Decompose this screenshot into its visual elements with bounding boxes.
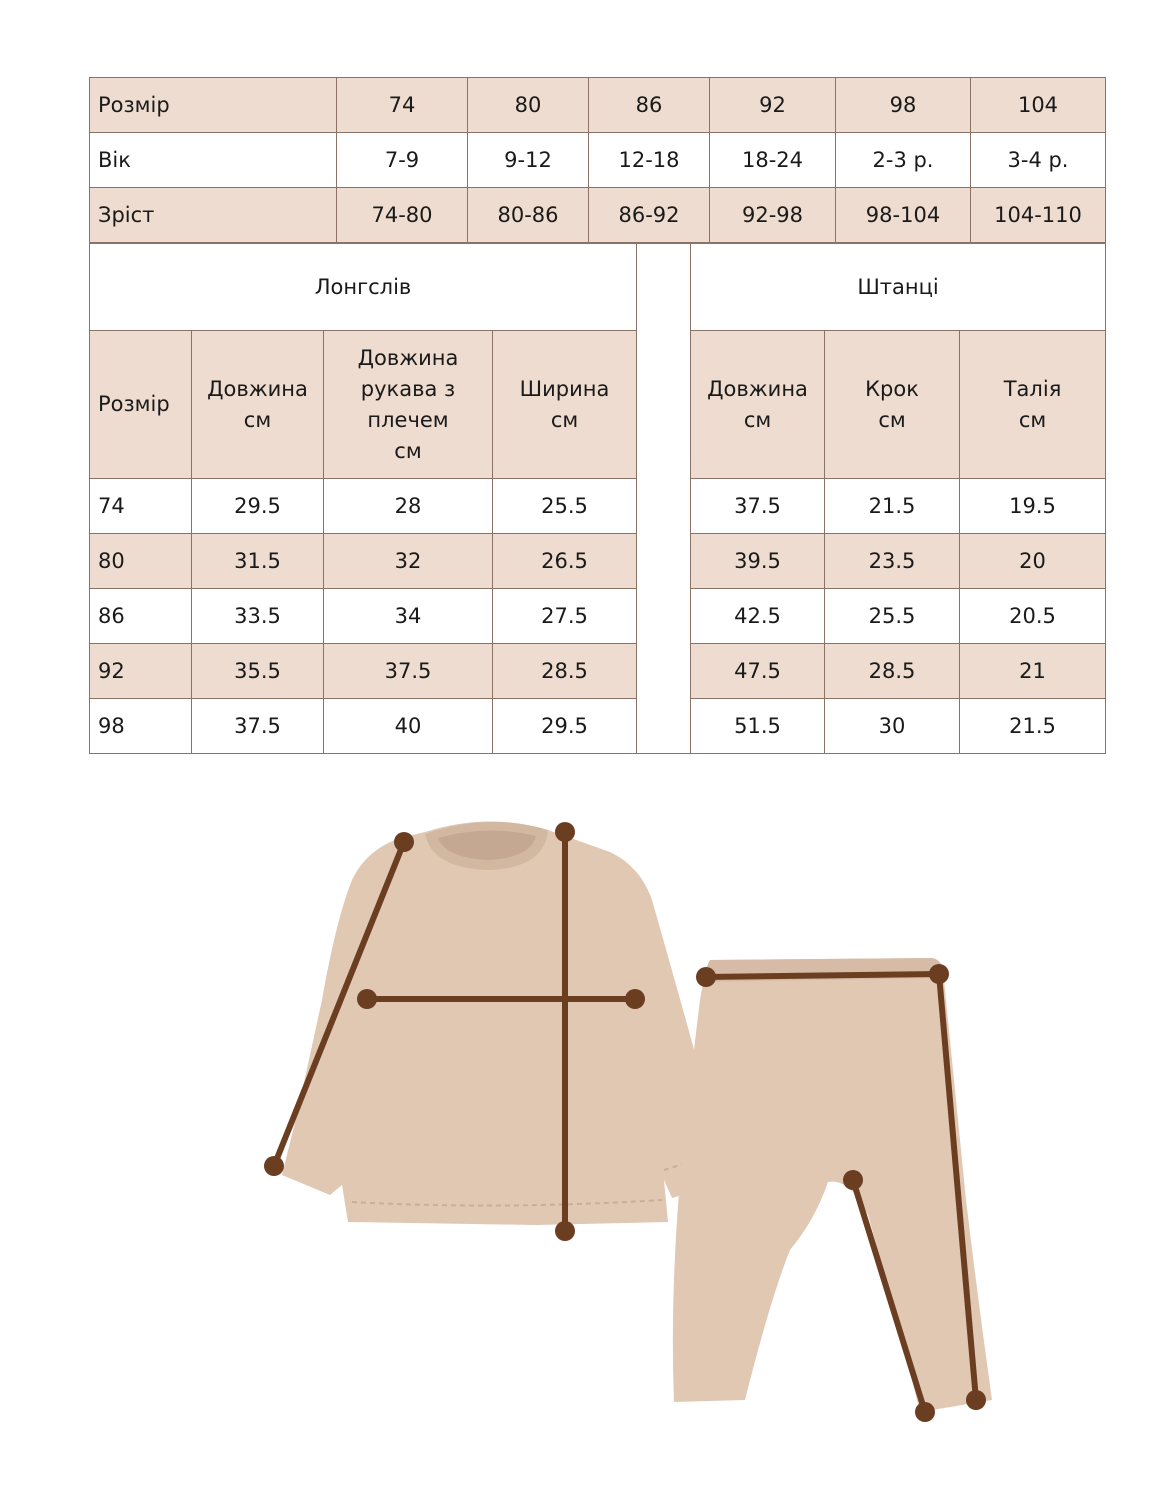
cell: 25.5 [825,589,960,644]
cell: 7-9 [337,133,468,188]
table-row [90,534,1106,589]
cell: 51.5 [691,699,825,754]
cell: 2-3 р. [836,133,971,188]
table-row [90,644,1106,699]
header-pants-length [691,331,825,479]
header-line: Ширина [519,376,610,401]
cell: 98-104 [836,188,971,243]
cell: 80 [468,78,589,133]
cell: 9-12 [468,133,589,188]
cell: 37.5 [192,699,324,754]
longsleeve-title: Лонгслів [90,244,637,331]
measure-point [357,989,377,1009]
header-line: Довжина [707,376,808,401]
cell: 28.5 [493,644,637,699]
cell: 31.5 [192,534,324,589]
cell: 104 [971,78,1106,133]
header-line: рукава з [360,376,456,401]
header-line: Довжина [357,345,459,370]
measure-point [555,1221,575,1241]
header-longsleeve-length [192,331,324,479]
cell: 29.5 [192,479,324,534]
cell: 27.5 [493,589,637,644]
cell: 86 [589,78,710,133]
measure-point [394,832,414,852]
pants-title: Штанці [691,244,1106,331]
longsleeve-body [282,821,732,1225]
measure-point [929,964,949,984]
header-line: см [243,407,272,432]
size-age-height-table [89,77,1106,243]
cell: 42.5 [691,589,825,644]
cell: 39.5 [691,534,825,589]
size-cell: 80 [90,534,192,589]
table-row [90,479,1106,534]
cell: 26.5 [493,534,637,589]
header-line: Талія [1003,376,1062,401]
table-gap [637,331,691,479]
header-size: Розмір [90,331,192,479]
header-row [90,331,1106,479]
measurements-table [89,243,1106,754]
header-line: плечем [367,407,449,432]
cell: 23.5 [825,534,960,589]
table-gap [637,589,691,644]
height-row [90,188,1106,243]
header-pants-waist [960,331,1106,479]
header-line: см [550,407,579,432]
cell: 92-98 [710,188,836,243]
measure-point [696,967,716,987]
header-pants-inseam [825,331,960,479]
cell: 32 [324,534,493,589]
pants-waist-line [706,974,939,977]
cell: 3-4 р. [971,133,1106,188]
cell: 74-80 [337,188,468,243]
table-row [90,699,1106,754]
cell: 25.5 [493,479,637,534]
cell: 34 [324,589,493,644]
size-cell: 92 [90,644,192,699]
header-longsleeve-width [493,331,637,479]
garment-measurement-diagram [0,790,1172,1490]
cell: 21.5 [960,699,1106,754]
cell: 12-18 [589,133,710,188]
cell: 92 [710,78,836,133]
cell: 40 [324,699,493,754]
table-gap [637,244,691,331]
measure-point [843,1170,863,1190]
cell: 74 [337,78,468,133]
header-line: Крок [865,376,919,401]
cell: 21.5 [825,479,960,534]
cell: 19.5 [960,479,1106,534]
header-line: см [394,438,422,463]
row-label: Розмір [90,78,337,133]
cell: 29.5 [493,699,637,754]
size-row [90,78,1106,133]
table-gap [637,534,691,589]
row-label: Зріст [90,188,337,243]
size-cell: 86 [90,589,192,644]
section-titles-row [90,244,1106,331]
header-line: см [1018,407,1047,432]
measure-point [625,989,645,1009]
cell: 37.5 [691,479,825,534]
header-line: см [878,407,906,432]
cell: 80-86 [468,188,589,243]
cell: 21 [960,644,1106,699]
cell: 18-24 [710,133,836,188]
size-cell: 98 [90,699,192,754]
table-gap [637,699,691,754]
cell: 47.5 [691,644,825,699]
header-line: см [743,407,772,432]
row-label: Вік [90,133,337,188]
cell: 33.5 [192,589,324,644]
cell: 37.5 [324,644,493,699]
cell: 104-110 [971,188,1106,243]
measure-point [915,1402,935,1422]
size-cell: 74 [90,479,192,534]
cell: 30 [825,699,960,754]
cell: 86-92 [589,188,710,243]
cell: 28 [324,479,493,534]
table-row [90,589,1106,644]
cell: 20 [960,534,1106,589]
header-sleeve-length [324,331,493,479]
cell: 28.5 [825,644,960,699]
cell: 35.5 [192,644,324,699]
cell: 98 [836,78,971,133]
table-gap [637,479,691,534]
cell: 20.5 [960,589,1106,644]
age-row [90,133,1106,188]
header-line: Довжина [207,376,308,401]
measure-point [966,1390,986,1410]
longsleeve-illustration [282,821,732,1225]
table-gap [637,644,691,699]
measure-point [264,1156,284,1176]
measure-point [555,822,575,842]
